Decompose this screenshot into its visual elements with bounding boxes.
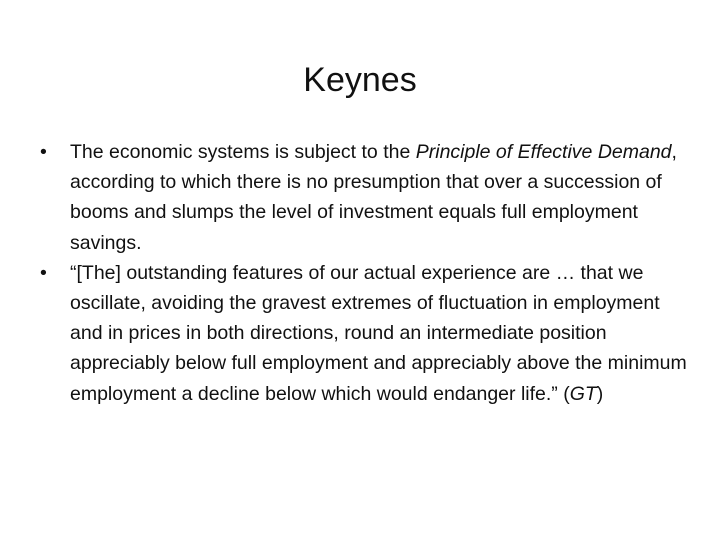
bullet-item-quote [40,258,690,409]
bullet-list [40,137,690,409]
bullet-marker: • [40,261,47,284]
slide-title: Keynes [303,61,417,99]
bullet-emphasis: Principle of Effective Demand [415,141,672,163]
bullet-text-part: “[The] outstanding features of our actual experience are … that we oscillate, avoiding the gravest extremes of fluctuation in employment and in prices in both directions, round an intermediate position appreciably below full employment and appreciably above the minimum employment a decline below which would endanger life.” ( [70,261,687,405]
bullet-text-part: , according to which there is no presumption that over a succession of booms and slumps the level of investment equals full employment savings. [70,141,677,254]
bullet-marker: • [40,141,47,163]
bullet-text-part: ) [596,382,604,405]
bullet-emphasis: GT [569,382,597,405]
bullet-item-effective-demand [40,137,690,258]
bullet-text-part: The economic systems is subject to the [70,141,416,163]
